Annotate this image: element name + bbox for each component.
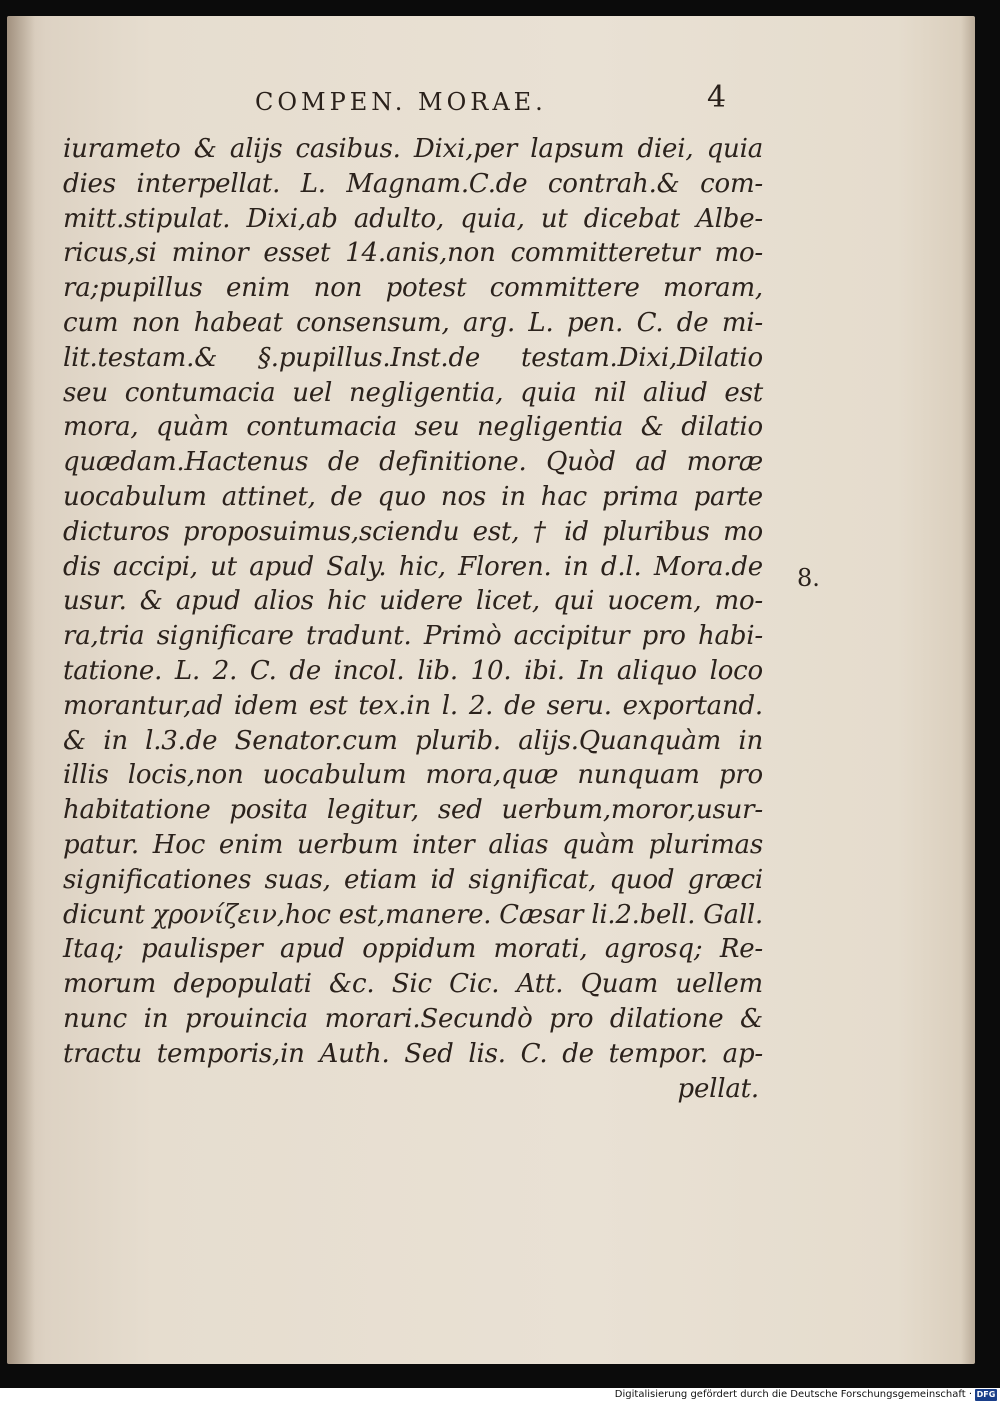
- text-line: illis locis,non uocabulum mora,quæ nunquam pro: [63, 760, 763, 791]
- text-line: ricus,si minor esset 14.anis,non committeretur mo-: [63, 238, 763, 269]
- text-line: dicunt χρονίζειν,hoc est,manere. Cæsar li.2.bell. Gall.: [63, 899, 763, 930]
- dfg-logo-icon: DFG: [976, 1390, 996, 1399]
- text-line: lit.testam.& §.pupillus.Inst.de testam.Dixi,Dilatio: [63, 342, 763, 373]
- text-line: iurameto & alijs casibus. Dixi,per lapsum diei, quia: [63, 134, 763, 164]
- text-line: dies interpellat. L. Magnam.C.de contrah.& com-: [63, 168, 763, 199]
- text-line: quædam.Hactenus de definitione. Quòd ad moræ: [63, 447, 763, 478]
- text-line: usur. & apud alios hic uidere licet, qui uocem, mo-: [63, 586, 763, 617]
- text-line: ra,tria significare tradunt. Primò accipitur pro habi-: [63, 621, 763, 652]
- text-line: cum non habeat consensum, arg. L. pen. C. de mi-: [63, 307, 763, 338]
- text-line: significationes suas, etiam id significat, quod græci: [63, 864, 763, 895]
- gutter-shadow: [7, 16, 35, 1364]
- page-edge-shadow: [961, 16, 975, 1364]
- text-line: tractu temporis,in Auth. Sed lis. C. de tempor. ap-: [63, 1038, 763, 1069]
- body-text: [63, 132, 763, 1106]
- funding-credit: Digitalisierung gefördert durch die Deutsche Forschungsgemeinschaft ·: [614, 1389, 972, 1400]
- text-line: mora, quàm contumacia seu negligentia & dilatio: [63, 412, 763, 443]
- text-line: habitatione posita legitur, sed uerbum,moror,usur-: [63, 795, 763, 826]
- catchword: pellat.: [677, 1073, 759, 1104]
- text-line: tatione. L. 2. C. de incol. lib. 10. ibi. In aliquo loco: [63, 655, 763, 686]
- text-line: Itaq; paulisper apud oppidum morati, agrosq; Re-: [63, 934, 763, 965]
- text-line: morantur,ad idem est tex.in l. 2. de seru. exportand.: [63, 690, 763, 721]
- text-line: dis accipi, ut apud Saly. hic, Floren. in d.l. Mora.de: [63, 551, 763, 582]
- page-number: 4: [707, 80, 727, 115]
- text-line: nunc in prouincia morari.Secundò pro dilatione &: [63, 1003, 763, 1034]
- running-head: COMPEN. MORAE.: [255, 88, 547, 116]
- text-line: morum depopulati &c. Sic Cic. Att. Quam uellem: [63, 969, 763, 1000]
- text-line: ra;pupillus enim non potest committere moram,: [63, 273, 763, 304]
- text-line: & in l.3.de Senator.cum plurib. alijs.Quanquàm in: [63, 725, 763, 756]
- book-page: [7, 16, 975, 1364]
- text-line: uocabulum attinet, de quo nos in hac prima parte: [63, 481, 763, 512]
- text-line: dicturos proposuimus,sciendu est, † id pluribus mo: [63, 516, 763, 547]
- text-line: patur. Hoc enim uerbum inter alias quàm plurimas: [63, 829, 763, 860]
- text-line: seu contumacia uel negligentia, quia nil aliud est: [63, 377, 763, 408]
- text-line: mitt.stipulat. Dixi,ab adulto, quia, ut dicebat Albe-: [63, 203, 763, 234]
- margin-note: 8.: [797, 564, 820, 592]
